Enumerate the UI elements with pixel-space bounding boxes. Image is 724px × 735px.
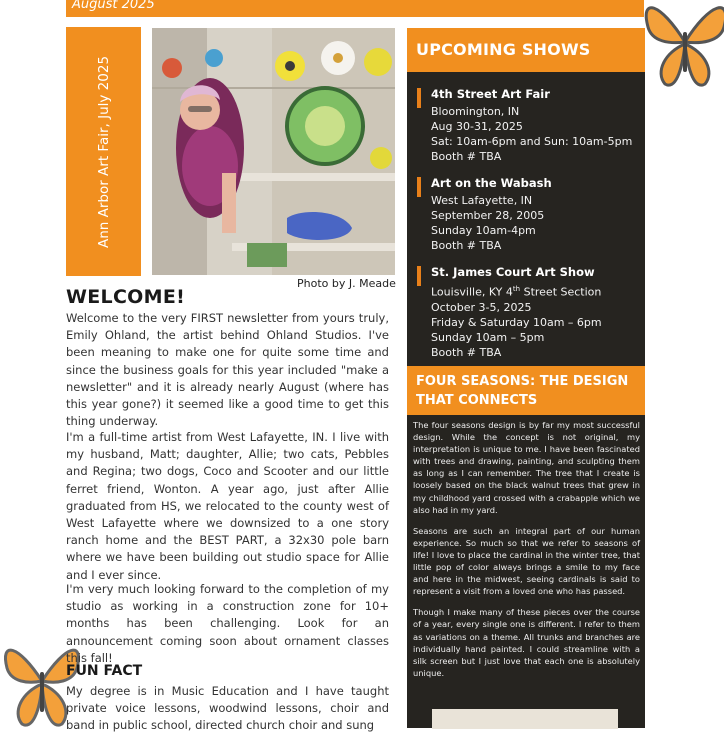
four-seasons-paragraph: Seasons are such an integral part of our human experience. So much so that we refer to seasons of life! I love to place the cardinal in the winter tree, that little pop of color always brings a smile to my face and here in the midwest, seeing cardinals is said to represent a visit from a loved one who has passed.	[413, 525, 640, 597]
welcome-paragraph: I'm a full-time artist from West Lafayette, IN. I live with my husband, Matt; daughter, Allie; two cats, Pebbles and Regina; two dogs, Coco and Scooter and our little ferret friend, Wonton. A year ago, just after Allie graduated from HS, we relocated to the county west of West Lafayette where we downsized to a one story ranch home and the BEST PART, a 32x30 pole barn where we have been building out studio space for Allie and I ever since.	[66, 430, 389, 582]
photo-caption: Ann Arbor Art Fair, July 2025	[95, 55, 112, 248]
show-accent-bar	[417, 88, 421, 108]
show-detail: Booth # TBA	[431, 150, 502, 163]
show-detail: September 28, 2005	[431, 209, 545, 222]
fun-fact-heading: FUN FACT	[66, 663, 143, 679]
show-detail: Sat: 10am-6pm and Sun: 10am-5pm	[431, 135, 633, 148]
photo-caption-strip	[66, 27, 141, 276]
ornament-photo-thumbnail	[432, 709, 618, 729]
four-seasons-title: FOUR SEASONS: THE DESIGN THAT CONNECTS	[416, 374, 629, 408]
four-seasons-paragraph: The four seasons design is by far my most successful design. While the concept is not original, my interpretation is unique to me. I have been fascinated with trees and drawing, painting, and sculpting them as long as I can remember. The tree that I create is loosely based on the black walnut trees that grew in my childhood yard crossed with a crabapple which we also had in my yard.	[413, 420, 640, 515]
show-detail: Aug 30-31, 2025	[431, 120, 523, 133]
upcoming-shows-title: UPCOMING SHOWS	[416, 40, 591, 59]
show-detail: West Lafayette, IN	[431, 194, 533, 207]
butterfly-icon	[640, 0, 724, 92]
booth-photo-illustration	[152, 28, 395, 275]
show-detail: Sunday 10am – 5pm	[431, 330, 545, 344]
artist-booth-photo	[152, 28, 395, 275]
show-name: 4th Street Art Fair	[431, 87, 550, 101]
show-accent-bar	[417, 177, 421, 197]
four-seasons-paragraph: Though I make many of these pieces over the course of a year, every single one is different. I refer to them as variations on a theme. All trunks and branches are individually hand painted. I could streamline with a silk screen but I just love that each one is absolutely unique.	[413, 607, 640, 678]
welcome-heading: WELCOME!	[66, 286, 186, 308]
fun-fact-paragraph: My degree is in Music Education and I have taught private voice lessons, woodwind lessons, choir and band in public school, directed church choir and sung	[66, 684, 389, 733]
four-seasons-body	[413, 419, 640, 688]
show-detail: October 3-5, 2025	[431, 300, 532, 314]
newsletter-date: August 2025	[72, 0, 155, 12]
welcome-paragraph: I'm very much looking forward to the completion of my studio as working in a construction zone for 10+ months has been challenging. Look for an announcement coming soon about ornament classes this fall!	[66, 582, 389, 665]
show-detail: Sunday 10am-4pm	[431, 224, 536, 237]
date-banner	[66, 0, 644, 17]
show-detail: Booth # TBA	[431, 239, 502, 252]
photo-credit: Photo by J. Meade	[297, 277, 396, 290]
show-detail: Booth # TBA	[431, 345, 502, 359]
show-detail: Louisville, KY 4th Street Section	[431, 285, 602, 299]
upcoming-shows-header	[407, 28, 645, 72]
four-seasons-header	[407, 366, 645, 415]
show-name: St. James Court Art Show	[431, 265, 595, 279]
show-accent-bar	[417, 266, 421, 286]
welcome-paragraph: Welcome to the very FIRST newsletter from yours truly, Emily Ohland, the artist behind Ohland Studios. I've been meaning to make one for quite some time and since the business goals for this year included "make a newsletter" and it is already nearly August (where has this year gone?) it seemed like a good time to get this thing underway.	[66, 311, 389, 429]
show-detail: Bloomington, IN	[431, 105, 520, 118]
show-name: Art on the Wabash	[431, 176, 552, 190]
show-detail: Friday & Saturday 10am – 6pm	[431, 315, 602, 329]
